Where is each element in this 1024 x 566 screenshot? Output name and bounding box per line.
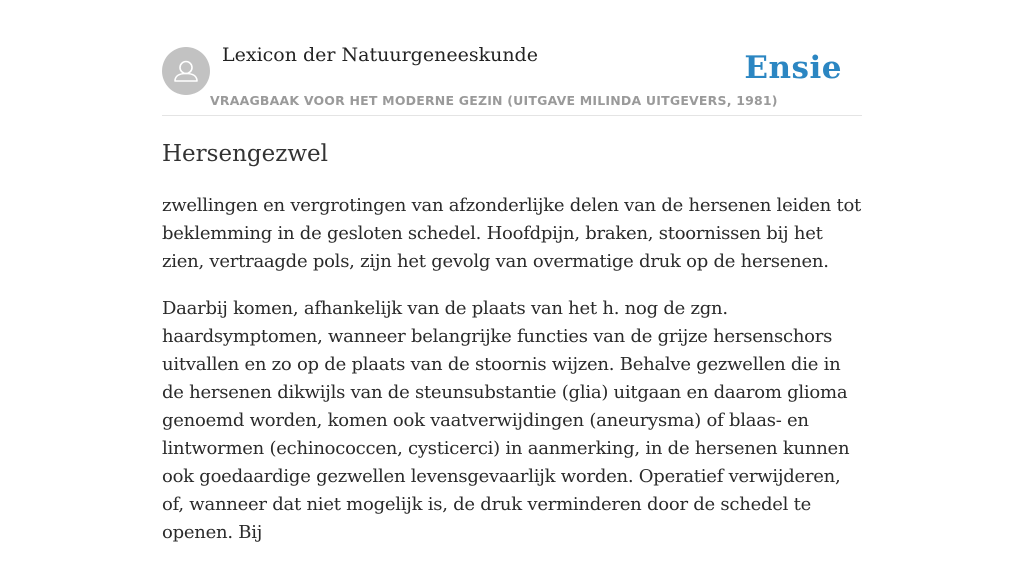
ensie-logo[interactable]: Ensie [744,50,842,86]
entry-body [162,192,862,547]
entry-title: Hersengezwel [162,141,328,167]
book-title-link[interactable]: Lexicon der Natuurgeneeskunde [222,44,538,66]
header-divider [162,115,862,116]
entry-paragraph-1: zwellingen en vergrotingen van afzonderlijke delen van de hersenen leiden tot beklemming in de gesloten schedel. Hoofdpijn, braken, stoornissen bij het zien, vertraagde pols, zijn het gevolg van overmatige druk op de hersenen. [162,195,862,272]
entry-paragraph-2: Daarbij komen, afhankelijk van de plaats van het h. nog de zgn. haardsymptomen, wanneer belangrijke functies van de grijze hersenschors uitvallen en zo op de plaats van de stoornis wijzen. Behalve gezwellen die in de hersenen dikwijls van de steunsubstantie (glia) uitgaan en daarom glioma genoemd worden, komen ook vaatverwijdingen (aneurysma) of blaas- en lintwormen (echinococcen, cysticerci) in aanmerking, in de hersenen kunnen ook goedaardige gezwellen levensgevaarlijk worden. Operatief verwijderen, of, wanneer dat niet mogelijk is, de druk verminderen door de schedel te openen. Bij [162,298,850,543]
book-subtitle: VRAAGBAAK VOOR HET MODERNE GEZIN (UITGAVE MILINDA UITGEVERS, 1981) [210,93,778,108]
source-header [162,0,862,116]
article [162,138,862,566]
user-placeholder-icon[interactable] [162,47,210,95]
